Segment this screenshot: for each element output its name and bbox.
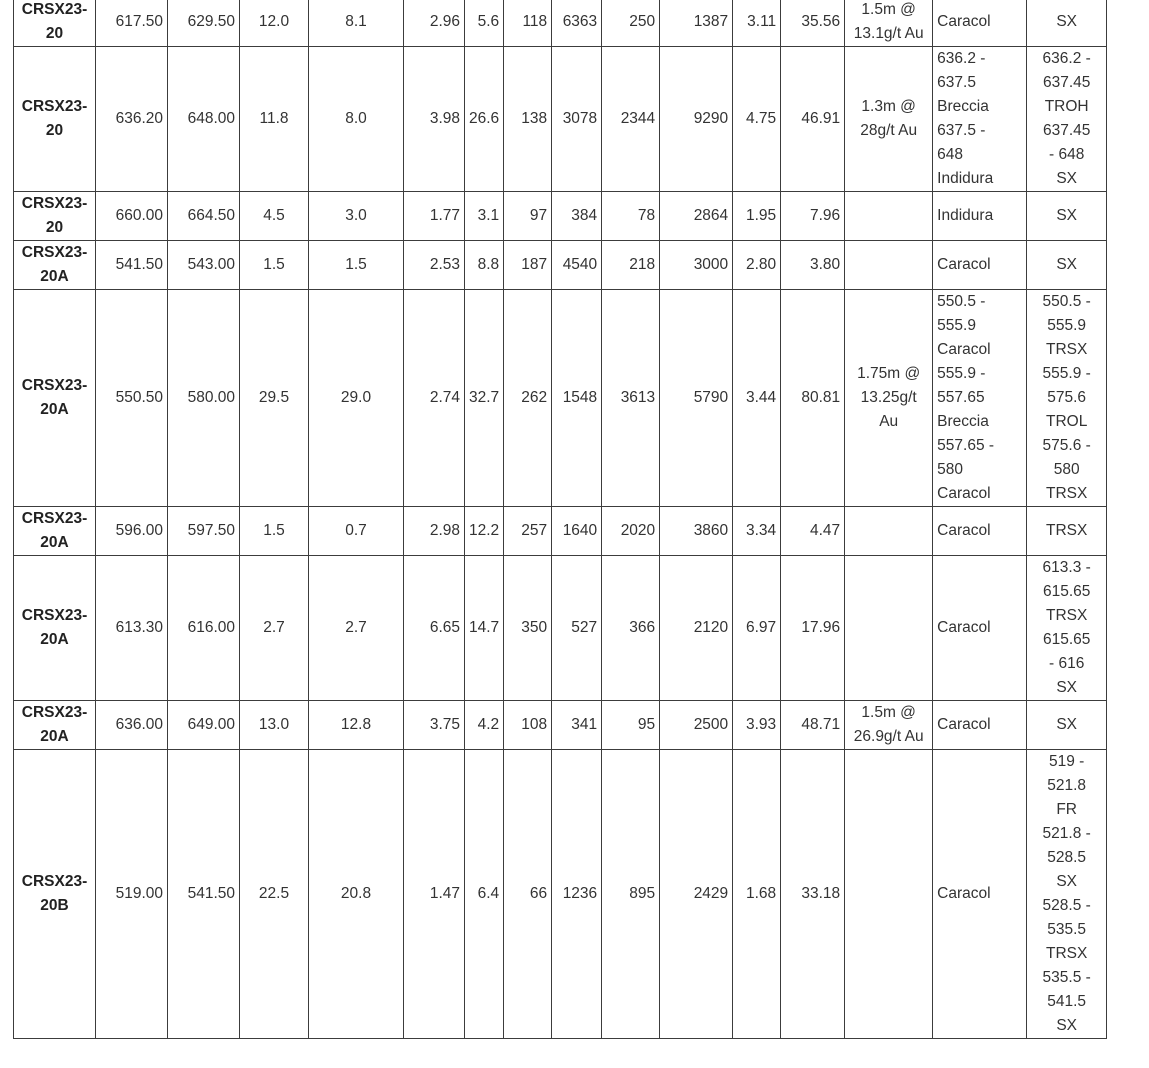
length-cell: 11.8 (240, 47, 309, 192)
lithology-cell (933, 0, 1027, 47)
true-width-cell: 0.7 (309, 507, 404, 556)
as-cell: 5790 (660, 290, 733, 507)
to-cell: 664.50 (168, 192, 240, 241)
table-row (14, 507, 1107, 556)
grade-thickness-cell: 35.56 (781, 0, 845, 47)
grade-thickness-cell: 33.18 (781, 750, 845, 1039)
length-cell: 29.5 (240, 290, 309, 507)
cu-cell: 350 (504, 556, 552, 701)
pb-cell: 341 (552, 701, 602, 750)
aueq-cell: 3.11 (733, 0, 781, 47)
au-cell: 2.53 (404, 241, 465, 290)
pb-cell: 3078 (552, 47, 602, 192)
hole-id-cell (14, 750, 96, 1039)
hole-id-line: 20A (40, 268, 69, 285)
lithology-line: Caracol (937, 522, 991, 539)
from-cell: 550.50 (96, 290, 168, 507)
hole-id-cell (14, 241, 96, 290)
structure-line: 575.6 (1047, 389, 1087, 406)
from-cell: 613.30 (96, 556, 168, 701)
including-line: 1.75m @ (857, 365, 921, 382)
to-cell: 543.00 (168, 241, 240, 290)
zn-cell: 95 (602, 701, 660, 750)
aueq-cell: 2.80 (733, 241, 781, 290)
zn-cell: 895 (602, 750, 660, 1039)
structure-line: 615.65 (1042, 583, 1091, 600)
zn-cell: 218 (602, 241, 660, 290)
au-cell: 3.98 (404, 47, 465, 192)
lithology-line: Indidura (937, 207, 994, 224)
lithology-line: 550.5 - (937, 293, 986, 310)
including-cell (845, 507, 933, 556)
ag-cell: 5.6 (465, 0, 504, 47)
hole-id-line: 20A (40, 631, 69, 648)
cu-cell: 257 (504, 507, 552, 556)
as-cell: 9290 (660, 47, 733, 192)
hole-id-line: CRSX23- (21, 607, 88, 624)
from-cell: 541.50 (96, 241, 168, 290)
including-cell (845, 192, 933, 241)
lithology-line: Caracol (937, 13, 991, 30)
true-width-cell: 2.7 (309, 556, 404, 701)
ag-cell: 8.8 (465, 241, 504, 290)
au-cell: 1.77 (404, 192, 465, 241)
pb-cell: 384 (552, 192, 602, 241)
to-cell: 541.50 (168, 750, 240, 1039)
lithology-line: Caracol (937, 485, 991, 502)
lithology-line: Caracol (937, 716, 991, 733)
zn-cell: 2344 (602, 47, 660, 192)
aueq-cell: 4.75 (733, 47, 781, 192)
zn-cell: 250 (602, 0, 660, 47)
length-cell: 12.0 (240, 0, 309, 47)
to-cell: 580.00 (168, 290, 240, 507)
from-cell: 519.00 (96, 750, 168, 1039)
hole-id-cell (14, 507, 96, 556)
drill-results-table (13, 0, 1107, 1039)
structure-cell (1027, 0, 1107, 47)
table-row (14, 192, 1107, 241)
including-line: 13.1g/t Au (853, 25, 924, 42)
table-row (14, 47, 1107, 192)
structure-line: TROH (1044, 98, 1089, 115)
structure-line: - 616 (1049, 655, 1085, 672)
lithology-line: 557.65 - (937, 437, 995, 454)
structure-cell (1027, 750, 1107, 1039)
length-cell: 13.0 (240, 701, 309, 750)
as-cell: 2864 (660, 192, 733, 241)
hole-id-line: CRSX23- (21, 195, 88, 212)
true-width-cell: 12.8 (309, 701, 404, 750)
structure-line: TRSX (1046, 607, 1088, 624)
aueq-cell: 3.34 (733, 507, 781, 556)
grade-thickness-cell: 48.71 (781, 701, 845, 750)
including-cell (845, 750, 933, 1039)
grade-thickness-cell: 4.47 (781, 507, 845, 556)
hole-id-line: CRSX23- (21, 510, 88, 527)
lithology-line: 637.5 (937, 74, 976, 91)
structure-line: SX (1056, 207, 1078, 224)
structure-line: 519 - (1049, 753, 1085, 770)
including-cell (845, 0, 933, 47)
cu-cell: 108 (504, 701, 552, 750)
structure-line: 580 (1053, 461, 1080, 478)
length-cell: 1.5 (240, 241, 309, 290)
structure-line: 528.5 (1047, 849, 1087, 866)
lithology-line: Breccia (937, 413, 989, 430)
from-cell: 596.00 (96, 507, 168, 556)
zn-cell: 366 (602, 556, 660, 701)
length-cell: 22.5 (240, 750, 309, 1039)
aueq-cell: 1.68 (733, 750, 781, 1039)
structure-line: SX (1056, 170, 1078, 187)
including-line: 1.5m @ (861, 1, 916, 18)
structure-line: 555.9 - (1042, 365, 1091, 382)
pb-cell: 4540 (552, 241, 602, 290)
au-cell: 2.98 (404, 507, 465, 556)
structure-line: 541.5 (1047, 993, 1087, 1010)
hole-id-line: 20 (45, 122, 64, 139)
lithology-cell (933, 47, 1027, 192)
ag-cell: 14.7 (465, 556, 504, 701)
hole-id-line: CRSX23- (21, 704, 88, 721)
as-cell: 2429 (660, 750, 733, 1039)
table-row (14, 556, 1107, 701)
structure-line: 615.65 (1042, 631, 1091, 648)
lithology-line: 555.9 - (937, 365, 986, 382)
to-cell: 629.50 (168, 0, 240, 47)
au-cell: 2.96 (404, 0, 465, 47)
from-cell: 617.50 (96, 0, 168, 47)
structure-line: 613.3 - (1042, 559, 1091, 576)
hole-id-cell (14, 290, 96, 507)
table-row (14, 750, 1107, 1039)
hole-id-cell (14, 556, 96, 701)
length-cell: 1.5 (240, 507, 309, 556)
hole-id-cell (14, 701, 96, 750)
including-line: 26.9g/t Au (853, 728, 924, 745)
lithology-line: Caracol (937, 619, 991, 636)
structure-line: SX (1056, 1017, 1078, 1034)
cu-cell: 187 (504, 241, 552, 290)
table-row (14, 290, 1107, 507)
cu-cell: 262 (504, 290, 552, 507)
length-cell: 4.5 (240, 192, 309, 241)
lithology-line: 648 (937, 146, 964, 163)
ag-cell: 4.2 (465, 701, 504, 750)
cu-cell: 138 (504, 47, 552, 192)
lithology-cell (933, 556, 1027, 701)
as-cell: 3860 (660, 507, 733, 556)
to-cell: 648.00 (168, 47, 240, 192)
table-body (14, 0, 1107, 1039)
including-cell (845, 47, 933, 192)
zn-cell: 78 (602, 192, 660, 241)
pb-cell: 6363 (552, 0, 602, 47)
pb-cell: 527 (552, 556, 602, 701)
as-cell: 3000 (660, 241, 733, 290)
structure-line: 637.45 (1042, 74, 1091, 91)
aueq-cell: 3.44 (733, 290, 781, 507)
hole-id-cell (14, 192, 96, 241)
to-cell: 649.00 (168, 701, 240, 750)
lithology-cell (933, 192, 1027, 241)
ag-cell: 12.2 (465, 507, 504, 556)
structure-line: 535.5 (1047, 921, 1087, 938)
true-width-cell: 1.5 (309, 241, 404, 290)
including-line: Au (879, 413, 899, 430)
structure-line: SX (1056, 716, 1078, 733)
including-cell (845, 241, 933, 290)
hole-id-line: CRSX23- (21, 873, 88, 890)
structure-line: 521.8 - (1042, 825, 1091, 842)
structure-cell (1027, 556, 1107, 701)
lithology-cell (933, 290, 1027, 507)
lithology-line: 580 (937, 461, 964, 478)
true-width-cell: 3.0 (309, 192, 404, 241)
pb-cell: 1236 (552, 750, 602, 1039)
lithology-cell (933, 241, 1027, 290)
aueq-cell: 1.95 (733, 192, 781, 241)
lithology-cell (933, 701, 1027, 750)
grade-thickness-cell: 80.81 (781, 290, 845, 507)
including-line: 13.25g/t (860, 389, 917, 406)
structure-line: SX (1056, 256, 1078, 273)
hole-id-line: 20A (40, 401, 69, 418)
hole-id-line: 20A (40, 728, 69, 745)
structure-line: SX (1056, 679, 1078, 696)
structure-line: TRSX (1046, 341, 1088, 358)
table-row (14, 701, 1107, 750)
cu-cell: 66 (504, 750, 552, 1039)
au-cell: 3.75 (404, 701, 465, 750)
including-line: 1.5m @ (861, 704, 916, 721)
structure-line: TROL (1046, 413, 1088, 430)
au-cell: 2.74 (404, 290, 465, 507)
hole-id-line: CRSX23- (21, 377, 88, 394)
including-line: 1.3m @ (861, 98, 916, 115)
aueq-cell: 3.93 (733, 701, 781, 750)
structure-line: SX (1056, 873, 1078, 890)
lithology-cell (933, 750, 1027, 1039)
structure-cell (1027, 241, 1107, 290)
including-cell (845, 290, 933, 507)
structure-line: 528.5 - (1042, 897, 1091, 914)
au-cell: 6.65 (404, 556, 465, 701)
lithology-line: Caracol (937, 341, 991, 358)
from-cell: 660.00 (96, 192, 168, 241)
hole-id-line: CRSX23- (21, 244, 88, 261)
hole-id-line: CRSX23- (21, 1, 88, 18)
grade-thickness-cell: 46.91 (781, 47, 845, 192)
hole-id-line: 20 (45, 219, 64, 236)
ag-cell: 26.6 (465, 47, 504, 192)
ag-cell: 6.4 (465, 750, 504, 1039)
hole-id-line: 20A (40, 534, 69, 551)
structure-line: TRSX (1046, 522, 1088, 539)
true-width-cell: 8.0 (309, 47, 404, 192)
lithology-line: 636.2 - (937, 50, 986, 67)
cu-cell: 97 (504, 192, 552, 241)
au-cell: 1.47 (404, 750, 465, 1039)
ag-cell: 3.1 (465, 192, 504, 241)
zn-cell: 3613 (602, 290, 660, 507)
structure-line: 535.5 - (1042, 969, 1091, 986)
structure-cell (1027, 290, 1107, 507)
structure-cell (1027, 192, 1107, 241)
lithology-line: Caracol (937, 885, 991, 902)
as-cell: 1387 (660, 0, 733, 47)
structure-line: - 648 (1049, 146, 1085, 163)
hole-id-line: CRSX23- (21, 98, 88, 115)
pb-cell: 1640 (552, 507, 602, 556)
structure-line: TRSX (1046, 945, 1088, 962)
including-cell (845, 701, 933, 750)
lithology-line: Caracol (937, 256, 991, 273)
pb-cell: 1548 (552, 290, 602, 507)
structure-line: 550.5 - (1042, 293, 1091, 310)
structure-line: FR (1056, 801, 1077, 818)
zn-cell: 2020 (602, 507, 660, 556)
table-row (14, 0, 1107, 47)
true-width-cell: 20.8 (309, 750, 404, 1039)
structure-cell (1027, 701, 1107, 750)
structure-line: TRSX (1046, 485, 1088, 502)
grade-thickness-cell: 17.96 (781, 556, 845, 701)
lithology-line: Breccia (937, 98, 989, 115)
lithology-line: 557.65 (937, 389, 985, 406)
structure-line: 521.8 (1047, 777, 1087, 794)
cu-cell: 118 (504, 0, 552, 47)
lithology-line: Indidura (937, 170, 994, 187)
from-cell: 636.20 (96, 47, 168, 192)
grade-thickness-cell: 3.80 (781, 241, 845, 290)
ag-cell: 32.7 (465, 290, 504, 507)
structure-line: 637.45 (1042, 122, 1091, 139)
true-width-cell: 29.0 (309, 290, 404, 507)
structure-line: 636.2 - (1042, 50, 1091, 67)
structure-line: 555.9 (1047, 317, 1087, 334)
hole-id-line: 20B (40, 897, 69, 914)
structure-cell (1027, 507, 1107, 556)
lithology-line: 637.5 - (937, 122, 986, 139)
table-row (14, 241, 1107, 290)
structure-line: 575.6 - (1042, 437, 1091, 454)
including-cell (845, 556, 933, 701)
hole-id-cell (14, 47, 96, 192)
as-cell: 2500 (660, 701, 733, 750)
lithology-cell (933, 507, 1027, 556)
structure-line: SX (1056, 13, 1078, 30)
from-cell: 636.00 (96, 701, 168, 750)
including-line: 28g/t Au (860, 122, 918, 139)
to-cell: 597.50 (168, 507, 240, 556)
as-cell: 2120 (660, 556, 733, 701)
hole-id-line: 20 (45, 25, 64, 42)
true-width-cell: 8.1 (309, 0, 404, 47)
grade-thickness-cell: 7.96 (781, 192, 845, 241)
structure-cell (1027, 47, 1107, 192)
lithology-line: 555.9 (937, 317, 976, 334)
to-cell: 616.00 (168, 556, 240, 701)
hole-id-cell (14, 0, 96, 47)
aueq-cell: 6.97 (733, 556, 781, 701)
length-cell: 2.7 (240, 556, 309, 701)
